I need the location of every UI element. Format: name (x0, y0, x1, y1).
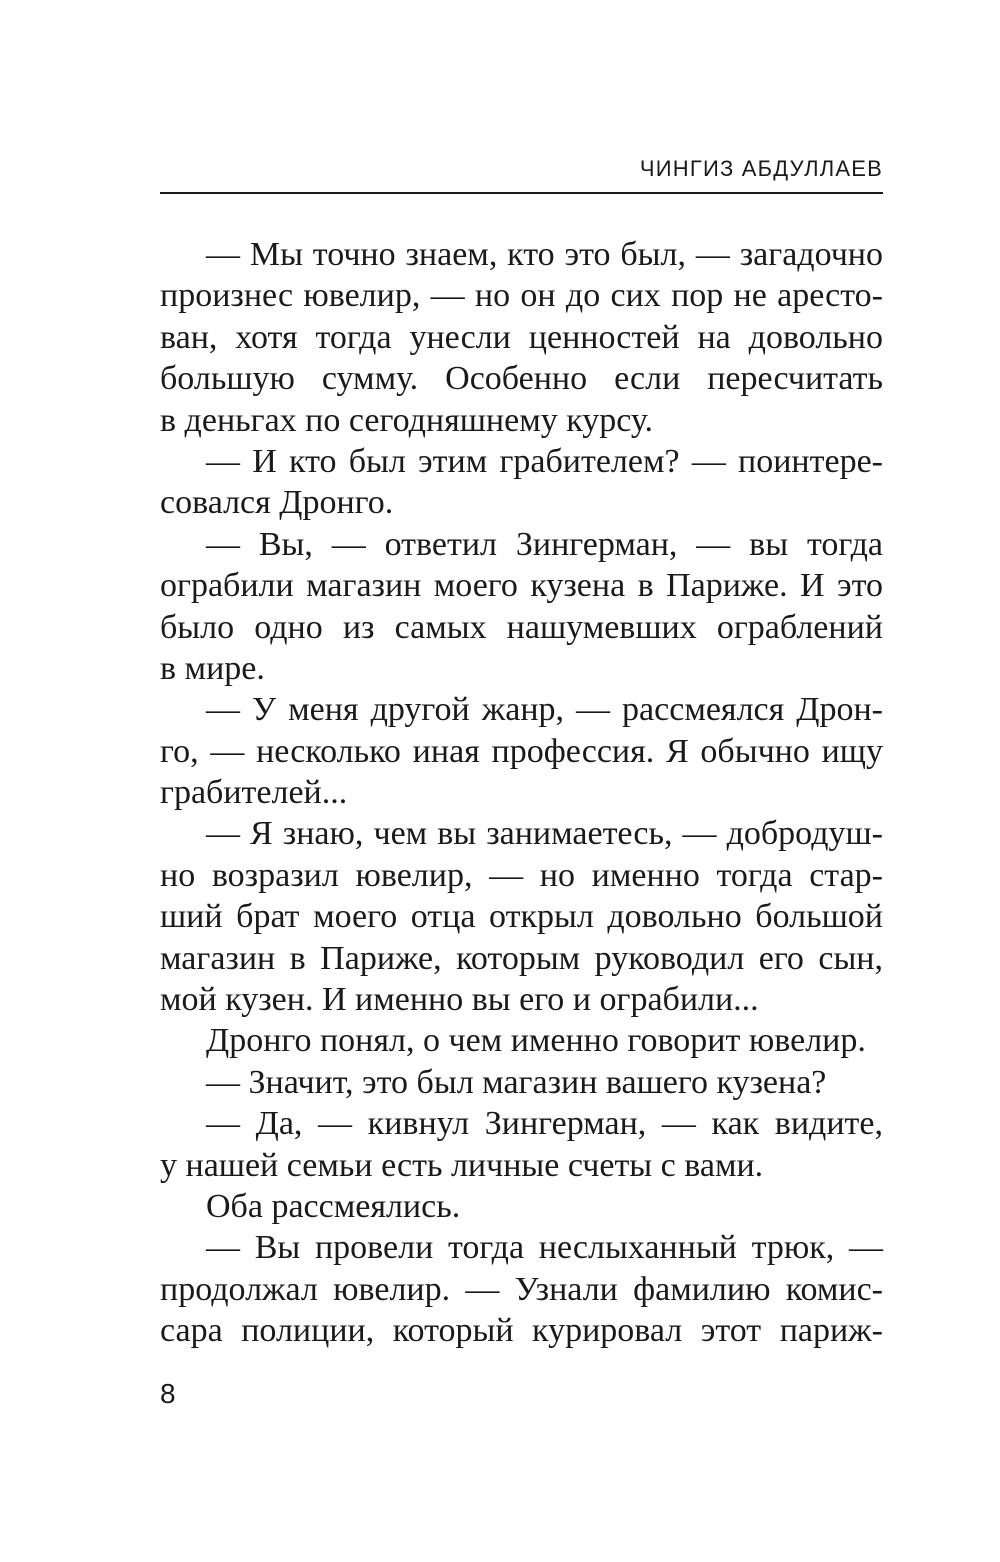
text-line: — У меня другой жанр, — рассмеялся Дрон- (206, 691, 883, 729)
text-line: совался Дронго. (160, 484, 394, 522)
text-line: у нашей семьи есть личные счеты с вами. (160, 1146, 764, 1184)
text-line: го, — несколько иная профессия. Я обычно ищу (160, 732, 883, 770)
page-number: 8 (160, 1378, 176, 1409)
text-line: Оба рассмеялись. (206, 1187, 461, 1225)
header-rule (160, 192, 883, 194)
body-text (160, 234, 883, 1352)
text-line: но возразил ювелир, — но именно тогда стар- (160, 856, 883, 894)
text-line: Дронго понял, о чем именно говорит ювелир. (206, 1022, 866, 1060)
text-line: магазин в Париже, которым руководил его сын, (160, 939, 883, 977)
text-line: — Вы провели тогда неслыханный трюк, — (206, 1229, 883, 1267)
text-line: мой кузен. И именно вы его и ограбили... (160, 981, 759, 1019)
text-line: в деньгах по сегодняшнему курсу. (160, 401, 653, 439)
text-line: грабителей... (160, 774, 348, 812)
text-line: — Да, — кивнул Зингерман, — как видите, (206, 1105, 883, 1143)
running-head-author: ЧИНГИЗ АБДУЛЛАЕВ (639, 156, 883, 181)
text-line: большую сумму. Особенно если пересчитать (160, 360, 883, 398)
text-line: сара полиции, который курировал этот париж- (160, 1312, 883, 1350)
text-line: — Я знаю, чем вы занимаетесь, — добродуш- (206, 815, 883, 853)
text-line: — Значит, это был магазин вашего кузена? (206, 1063, 827, 1101)
text-line: — Вы, — ответил Зингерман, — вы тогда (206, 525, 883, 563)
text-line: ший брат моего отца открыл довольно большой (160, 898, 883, 936)
text-line: ван, хотя тогда унесли ценностей на довольно (160, 318, 883, 356)
text-line: в мире. (160, 649, 265, 687)
text-line: произнес ювелир, — но он до сих пор не аресто- (160, 277, 883, 315)
text-line: было одно из самых нашумевших ограблений (160, 608, 883, 646)
text-line: ограбили магазин моего кузена в Париже. И это (160, 567, 883, 605)
text-line: — И кто был этим грабителем? — поинтере- (206, 442, 883, 480)
text-line: — Мы точно знаем, кто это был, — загадочно (206, 236, 883, 273)
text-line: продолжал ювелир. — Узнали фамилию комис- (160, 1270, 883, 1308)
